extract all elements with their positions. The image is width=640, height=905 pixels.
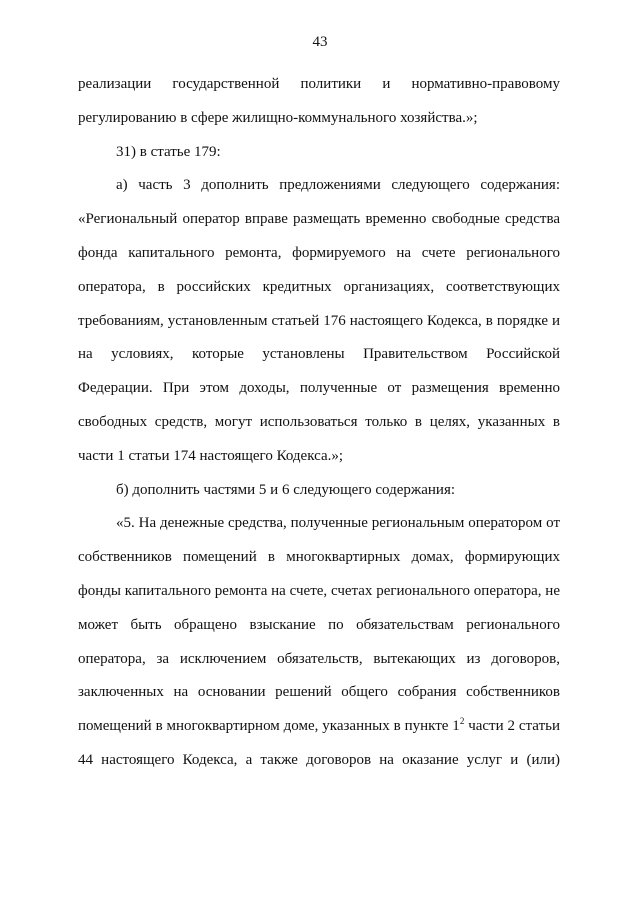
text-line: собственников помещений в многоквартирных домах, формирующих [78,549,560,566]
document-body [78,68,560,778]
text-line: заключенных на основании решений общего собрания собственников [78,684,560,701]
text-line [78,710,560,744]
text-line: оператора, за исключением обязательств, вытекающих из договоров, [78,650,560,667]
text-segment: помещений в многоквартирном доме, указанных в пункте 1 [78,718,460,735]
text-line: требованиям, установленным статьей 176 настоящего Кодекса, в порядке и [78,312,560,329]
text-line: может быть обращено взыскание по обязательствам регионального [78,616,560,633]
text-line: «Региональный оператор вправе размещать временно свободные средства [78,211,560,228]
text-line: «5. На денежные средства, полученные региональным оператором от [116,515,560,532]
text-line: свободных средств, могут использоваться только в целях, указанных в [78,413,560,430]
text-line: реализации государственной политики и нормативно-правовому [78,76,560,92]
text-line: фонда капитального ремонта, формируемого на счете регионального [78,244,560,261]
page-number: 43 [312,34,328,50]
text-line: регулированию в сфере жилищно-коммунального хозяйства.»; [78,109,478,126]
text-line: а) часть 3 дополнить предложениями следующего содержания: [116,177,560,194]
text-line: фонды капитального ремонта на счете, счетах регионального оператора, не [78,582,560,599]
text-line: на условиях, которые установлены Правительством Российской [78,346,560,363]
text-line: оператора, в российских кредитных организациях, соответствующих [78,278,560,295]
text-line: б) дополнить частями 5 и 6 следующего содержания: [116,481,456,498]
text-line: 44 настоящего Кодекса, а также договоров на оказание услуг и (или) [78,751,560,768]
superscript: 2 [459,716,465,727]
text-line: части 1 статьи 174 настоящего Кодекса.»; [78,447,344,464]
text-line: 31) в статье 179: [116,143,221,160]
text-segment: части 2 статьи [464,718,560,735]
text-line: Федерации. При этом доходы, полученные от размещения временно [78,380,560,397]
